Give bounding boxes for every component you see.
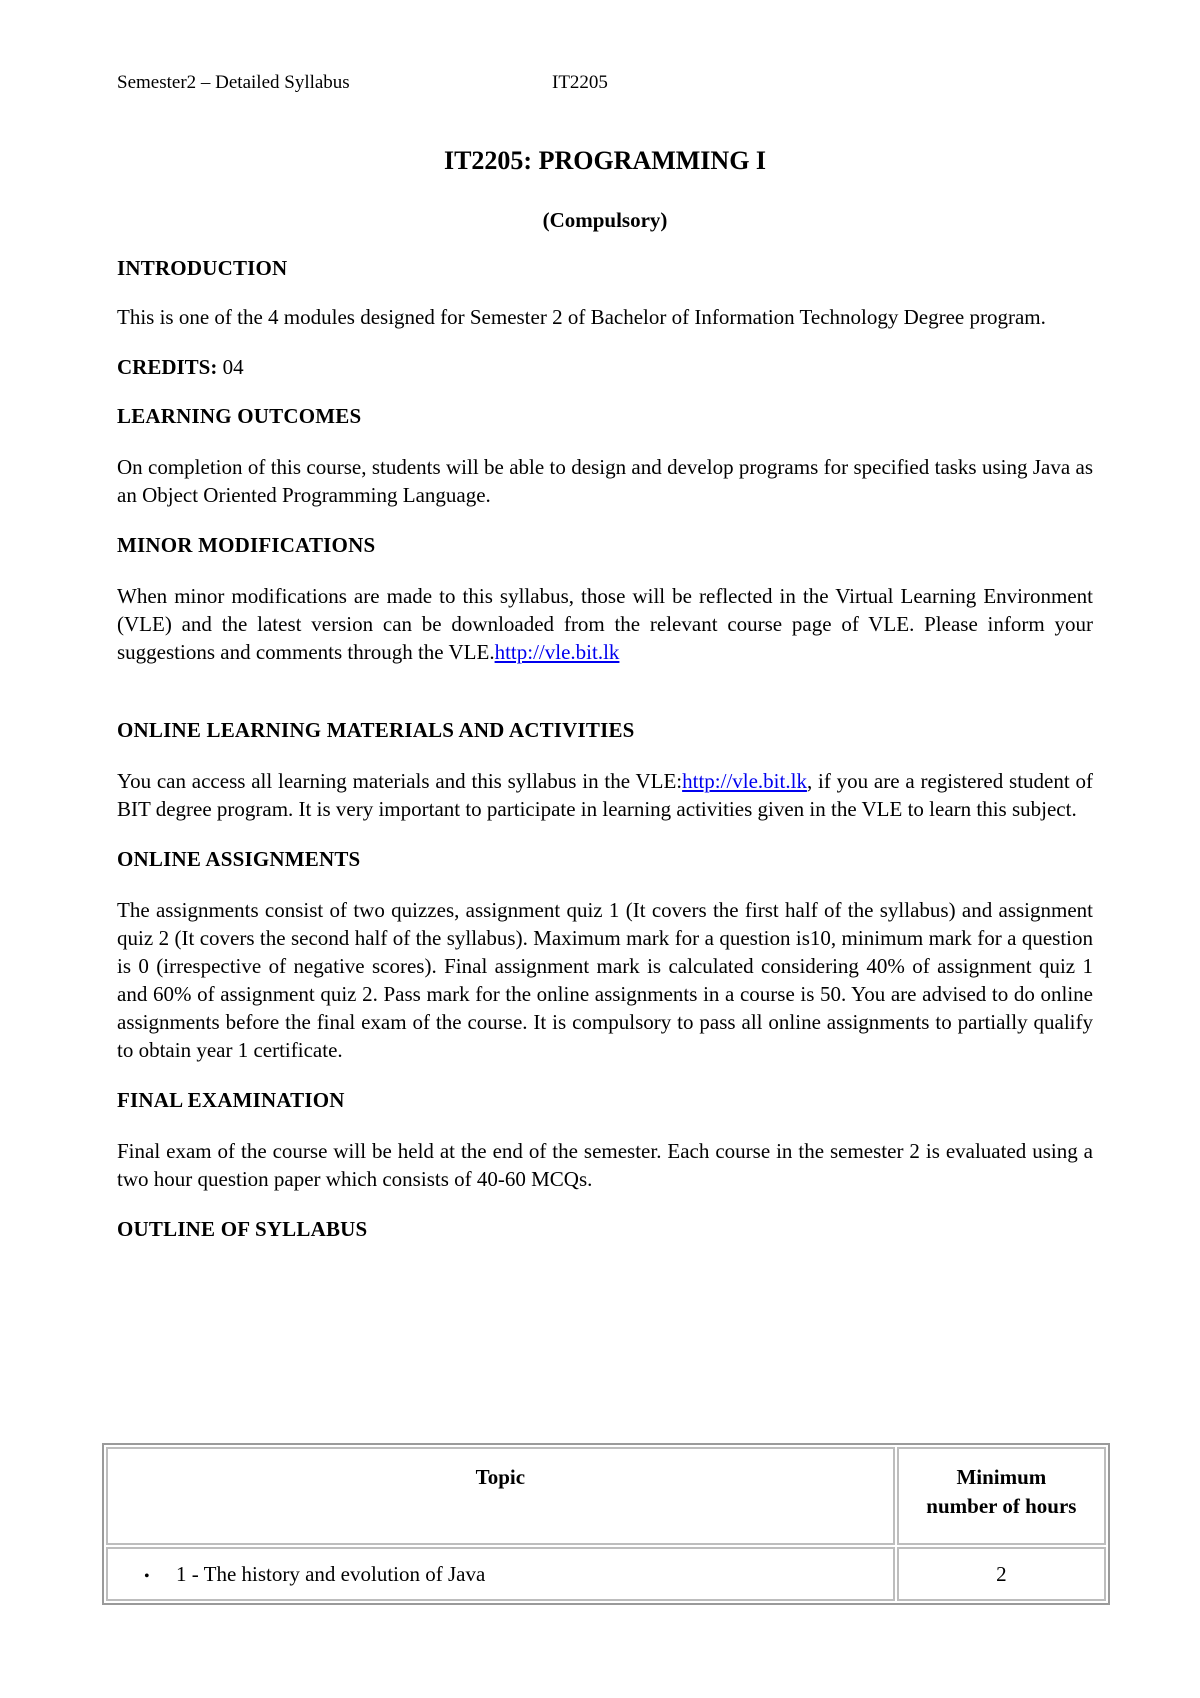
learning-outcomes-heading: LEARNING OUTCOMES (117, 404, 362, 428)
topic-text: 1 - The history and evolution of Java (176, 1561, 486, 1586)
bullet-icon: • (144, 1567, 150, 1585)
minor-modifications-text (117, 582, 1093, 666)
online-assignments-heading: ONLINE ASSIGNMENTS (117, 847, 361, 871)
syllabus-table (102, 1443, 1110, 1605)
vle-link[interactable]: http://vle.bit.lk (682, 769, 807, 793)
outline-heading: OUTLINE OF SYLLABUS (117, 1217, 368, 1241)
document-subtitle: (Compulsory) (542, 208, 668, 232)
online-materials-text (117, 767, 1093, 823)
introduction-text: This is one of the 4 modules designed for Semester 2 of Bachelor of Information Technology Degree program. (117, 305, 1046, 329)
minor-modifications-body: When minor modifications are made to this syllabus, those will be reflected in the Virtual Learning Environment (VLE) and the latest version can be downloaded from the relevant course page of VLE. Please inform your suggestions and comments through the VLE. (117, 584, 1093, 664)
column-header-hours-line1: Minimum (956, 1465, 1047, 1489)
online-materials-body-end: , if you are a registered student of BIT degree program. It is very important to participate in learning activities given in the VLE to learn this subject. (117, 769, 1093, 821)
column-header-topic: Topic (106, 1447, 895, 1545)
section-minor-modifications (117, 533, 1093, 666)
credits-label: CREDITS: (117, 355, 218, 379)
section-introduction (117, 256, 1093, 331)
learning-outcomes-text: On completion of this course, students will be able to design and develop programs for specified tasks using Java as an Object Oriented Programming Language. (117, 455, 1093, 507)
final-examination-text: Final exam of the course will be held at the end of the semester. Each course in the semester 2 is evaluated using a two hour question paper which consists of 40-60 MCQs. (117, 1139, 1093, 1191)
online-materials-heading: ONLINE LEARNING MATERIALS AND ACTIVITIES (117, 718, 635, 742)
introduction-heading: INTRODUCTION (117, 256, 288, 280)
header-course-code: IT2205 (552, 72, 608, 93)
final-examination-heading: FINAL EXAMINATION (117, 1088, 345, 1112)
credits-value: 04 (217, 355, 244, 379)
minor-modifications-heading: MINOR MODIFICATIONS (117, 533, 376, 557)
table-row (106, 1547, 1106, 1601)
column-header-hours (897, 1447, 1106, 1545)
online-materials-body-start: You can access all learning materials and this syllabus in the VLE: (117, 769, 683, 793)
header-semester-label: Semester2 – Detailed Syllabus (117, 72, 350, 93)
section-final-examination (117, 1088, 1093, 1193)
document-body (117, 146, 1093, 1242)
section-online-assignments (117, 847, 1093, 1064)
column-header-hours-line2: number of hours (926, 1494, 1077, 1518)
topic-cell (106, 1547, 895, 1601)
hours-cell: 2 (897, 1547, 1106, 1601)
section-credits (117, 355, 1093, 380)
page-header (117, 72, 608, 94)
section-learning-outcomes (117, 404, 1093, 509)
online-assignments-text: The assignments consist of two quizzes, assignment quiz 1 (It covers the first half of the syllabus) and assignment quiz 2 (It covers the second half of the syllabus). Maximum mark for a question is10, minimum mark for a question is 0 (irrespective of negative scores). Final assignment mark is calculated considering 40% of assignment quiz 1 and 60% of assignment quiz 2. Pass mark for the online assignments in a course is 50. You are advised to do online assignments before the final exam of the course. It is compulsory to pass all online assignments to partially qualify to obtain year 1 certificate. (117, 898, 1093, 1062)
section-outline (117, 1217, 1093, 1242)
table-header-row (106, 1447, 1106, 1545)
section-online-materials (117, 718, 1093, 823)
document-title: IT2205: PROGRAMMING I (443, 146, 767, 175)
vle-link[interactable]: http://vle.bit.lk (494, 640, 620, 664)
